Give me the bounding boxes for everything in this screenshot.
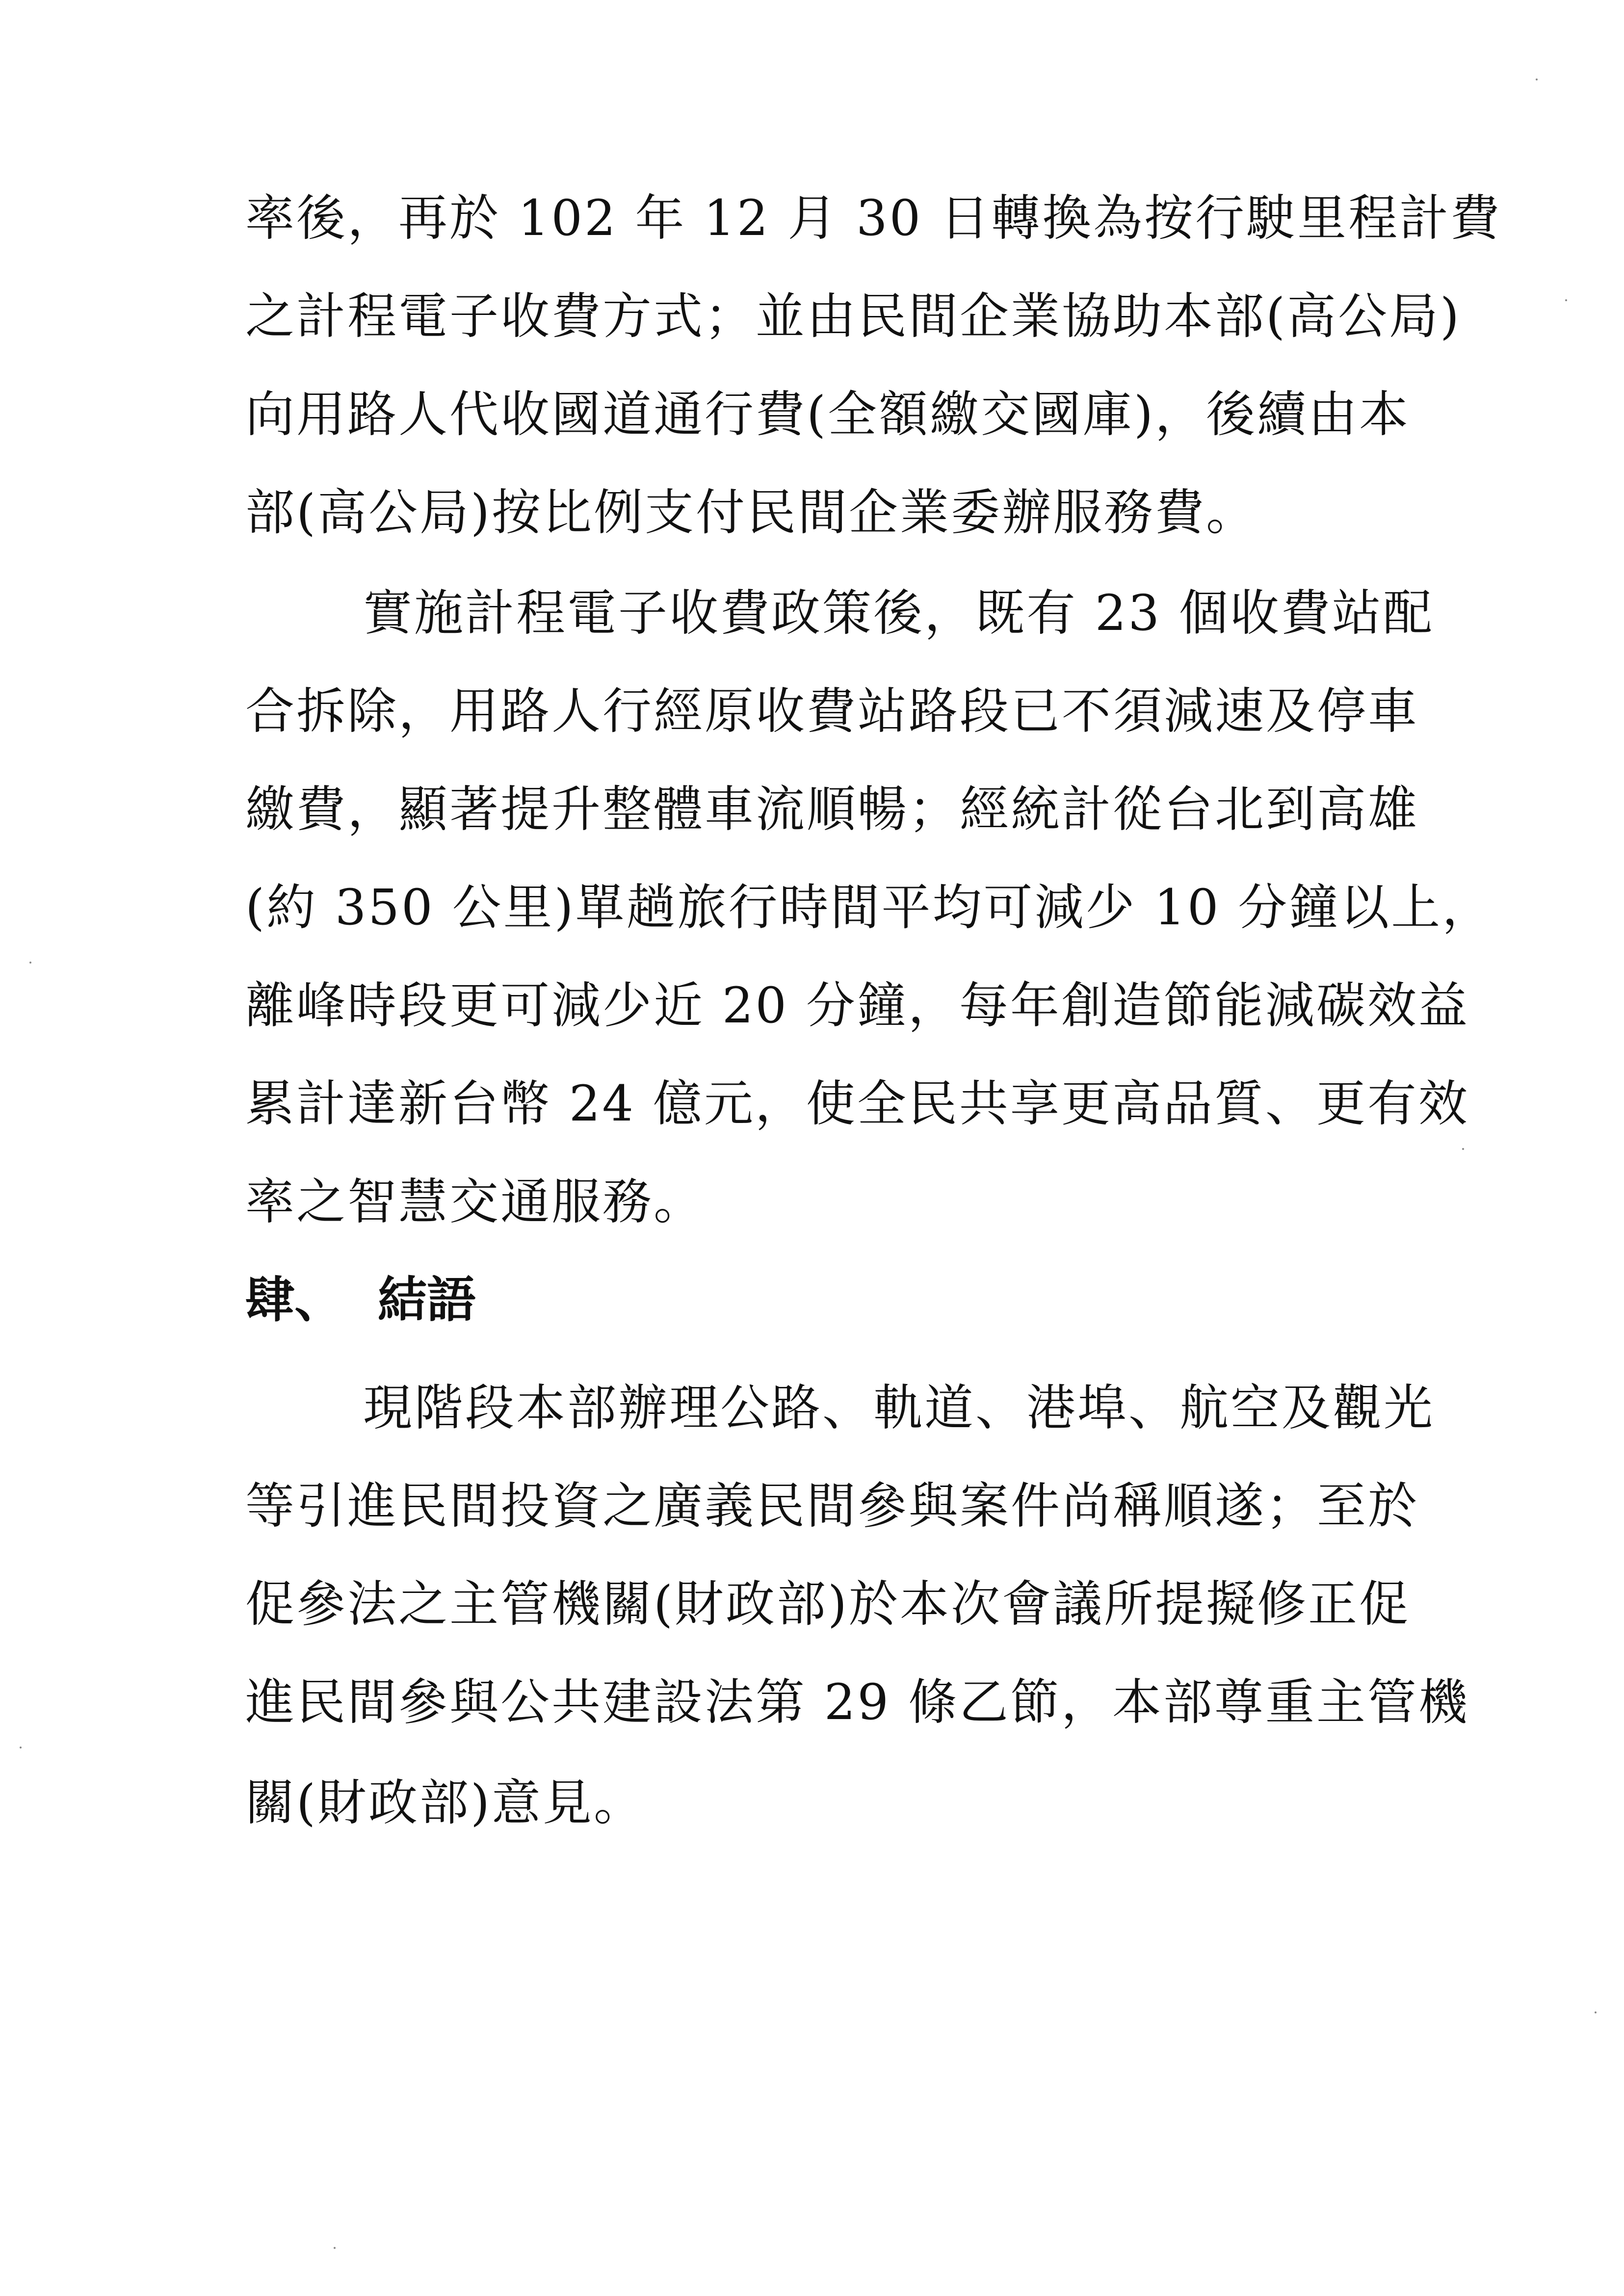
- section-title: 結語: [378, 1271, 476, 1329]
- scan-speck: [29, 962, 31, 964]
- scan-speck: [1536, 78, 1538, 80]
- paragraph-line: 離峰時段更可減少近 20 分鐘，每年創造節能減碳效益: [245, 977, 1469, 1034]
- paragraph-line: 關(財政部)意見。: [245, 1774, 645, 1831]
- paragraph-line: 進民間參與公共建設法第 29 條乙節，本部尊重主管機: [245, 1673, 1469, 1731]
- scan-speck: [20, 1747, 22, 1748]
- paragraph-line: 繳費，顯著提升整體車流順暢；經統計從台北到高雄: [245, 781, 1419, 838]
- paragraph-line: 現階段本部辦理公路、軌道、港埠、航空及觀光: [363, 1379, 1435, 1436]
- section-number: 肆、: [245, 1271, 343, 1329]
- paragraph-line: 實施計程電子收費政策後，既有 23 個收費站配: [363, 584, 1434, 642]
- paragraph-line: 率後，再於 102 年 12 月 30 日轉換為按行駛里程計費: [245, 189, 1502, 247]
- paragraph-line: 率之智慧交通服務。: [245, 1173, 705, 1230]
- paragraph-line: 合拆除，用路人行經原收費站路段已不須減速及停車: [245, 682, 1419, 740]
- paragraph-line: 之計程電子收費方式；並由民間企業協助本部(高公局): [245, 287, 1462, 345]
- scan-speck: [1595, 2011, 1597, 2013]
- paragraph-line: (約 350 公里)單趟旅行時間平均可減少 10 分鐘以上，: [245, 879, 1493, 936]
- scan-speck: [334, 2247, 336, 2249]
- paragraph-line: 累計達新台幣 24 億元，使全民共享更高品質、更有效: [245, 1075, 1469, 1132]
- paragraph-line: 促參法之主管機關(財政部)於本次會議所提擬修正促: [245, 1575, 1411, 1633]
- paragraph-line: 向用路人代收國道通行費(全額繳交國庫)，後續由本: [245, 386, 1411, 443]
- paragraph-line: 部(高公局)按比例支付民間企業委辦服務費。: [245, 484, 1257, 541]
- paragraph-line: 等引進民間投資之廣義民間參與案件尚稱順遂；至於: [245, 1477, 1419, 1535]
- scan-speck: [1462, 1148, 1464, 1150]
- section-heading: [245, 1266, 476, 1334]
- scan-speck: [1565, 299, 1567, 301]
